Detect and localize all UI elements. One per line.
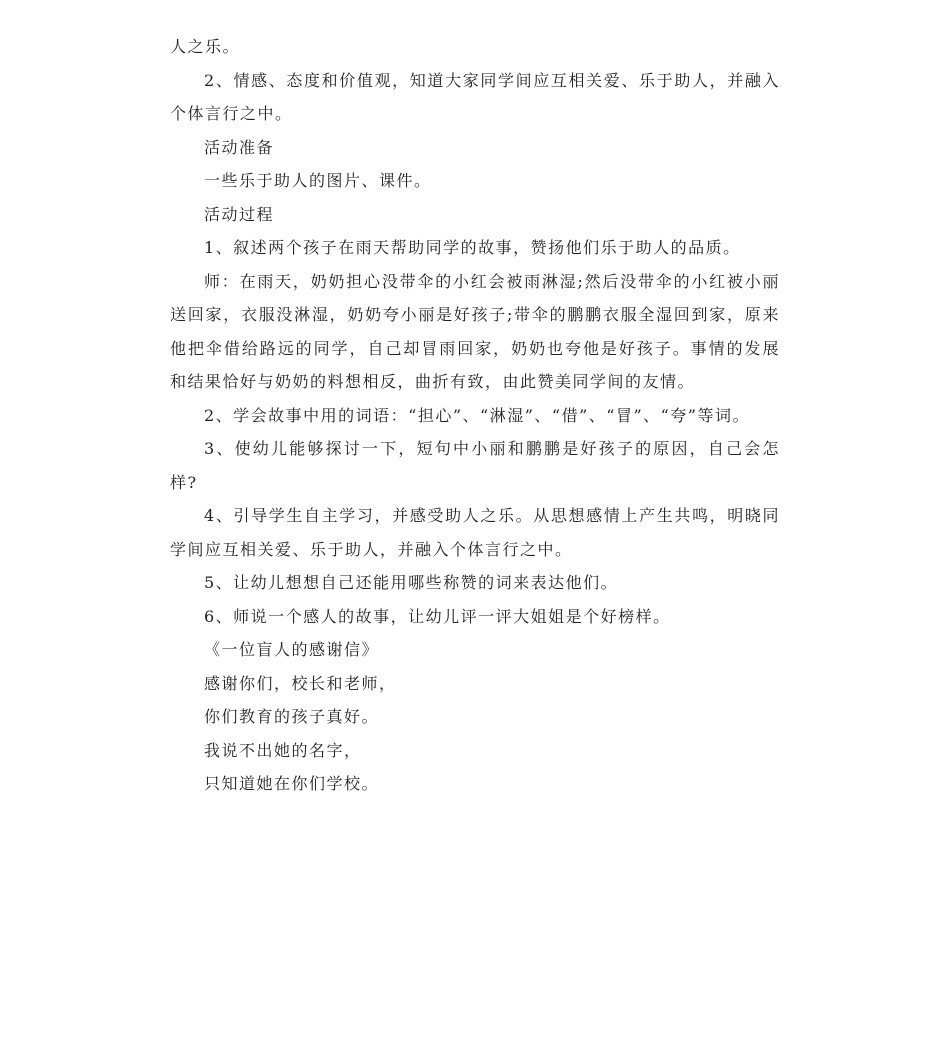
paragraph-step-3: 3、使幼儿能够探讨一下，短句中小丽和鹏鹏是好孩子的原因，自己会怎样? <box>170 439 780 492</box>
paragraph-step-4: 4、引导学生自主学习，并感受助人之乐。从思想感情上产生共鸣，明晓同学间应互相关爱、乐于助人，并融入个体言行之中。 <box>170 506 780 559</box>
paragraph-goal-2: 2、情感、态度和价值观，知道大家同学间应互相关爱、乐于助人，并融入个体言行之中。 <box>170 70 780 123</box>
poem-line-2: 你们教育的孩子真好。 <box>204 707 380 726</box>
poem-line-1: 感谢你们，校长和老师， <box>204 673 397 693</box>
paragraph-preparation-materials: 一些乐于助人的图片、课件。 <box>204 171 432 190</box>
poem-line-3: 我说不出她的名字， <box>204 740 362 760</box>
paragraph-step-2: 2、学会故事中用的词语：“担心”、“淋湿”、“借”、“冒”、“夸”等词。 <box>204 405 750 425</box>
poem-title: 《一位盲人的感谢信》 <box>204 640 380 659</box>
paragraph-teacher-story: 师：在雨天，奶奶担心没带伞的小红会被雨淋湿;然后没带伞的小红被小丽送回家，衣服没淋湿，奶奶夸小丽是好孩子;带伞的鹏鹏衣服全湿回到家，原来他把伞借给路远的同学，自己却冒雨回家，奶奶也夸他是好孩子。事情的发展和结果恰好与奶奶的料想相反，曲折有致，由此赞美同学间的友情。 <box>170 271 780 391</box>
paragraph-step-6: 6、师说一个感人的故事，让幼儿评一评大姐姐是个好榜样。 <box>204 606 671 626</box>
heading-activity-process: 活动过程 <box>204 204 275 224</box>
paragraph-step-5: 5、让幼儿想想自己还能用哪些称赞的词来表达他们。 <box>204 573 619 592</box>
paragraph-continuation: 人之乐。 <box>170 37 241 56</box>
document-page <box>170 30 780 801</box>
paragraph-step-1: 1、叙述两个孩子在雨天帮助同学的故事，赞扬他们乐于助人的品质。 <box>204 238 741 257</box>
heading-activity-preparation: 活动准备 <box>204 137 275 157</box>
poem-line-4: 只知道她在你们学校。 <box>204 774 380 793</box>
